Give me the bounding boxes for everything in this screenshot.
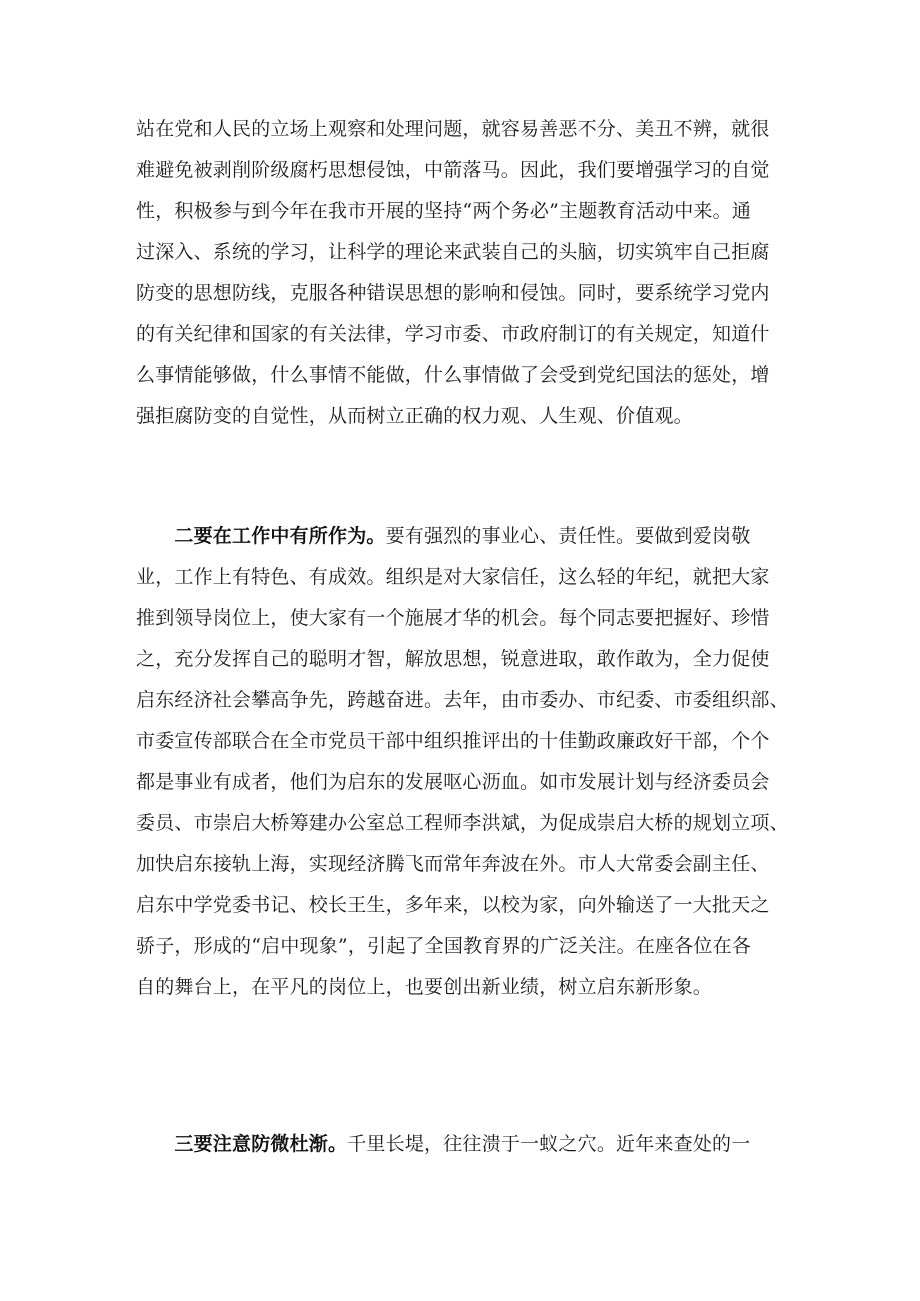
text-line: 么事情能够做，什么事情不能做，什么事情做了会受到党纪国法的惩处，增 (136, 364, 770, 386)
paragraph-heading: 三要注意防微杜渐。 (174, 1133, 348, 1155)
paragraph-1 (136, 109, 796, 437)
text-line: 业，工作上有特色、有成效。组织是对大家信任，这么轻的年纪，就把大家 (136, 566, 770, 588)
paragraph-2 (136, 516, 796, 1008)
text-line: 防变的思想防线，克服各种错误思想的影响和侵蚀。同时，要系统学习党内 (136, 282, 770, 304)
text-line: 性，积极参与到今年在我市开展的坚持“两个务必”主题教育活动中来。通 (136, 200, 752, 222)
text-line: 都是事业有成者，他们为启东的发展呕心沥血。如市发展计划与经济委员会 (136, 771, 770, 793)
text-line: 加快启东接轨上海，实现经济腾飞而常年奔波在外。市人大常委会副主任、 (136, 853, 770, 875)
text-line: 自的舞台上，在平凡的岗位上，也要创出新业绩，树立启东新形象。 (136, 976, 713, 998)
text-line: 站在党和人民的立场上观察和处理问题，就容易善恶不分、美丑不辨，就很 (136, 118, 770, 140)
paragraph-3 (136, 1124, 796, 1165)
text-line: 骄子，形成的“启中现象”，引起了全国教育界的广泛关注。在座各位在各 (136, 935, 752, 957)
text-line: 委员、市崇启大桥筹建办公室总工程师李洪斌，为促成崇启大桥的规划立项、 (136, 812, 789, 834)
text-line: 之，充分发挥自己的聪明才智，解放思想，锐意进取，敢作敢为，全力促使 (136, 648, 770, 670)
text-line (136, 1124, 796, 1165)
text-line: 过深入、系统的学习，让科学的理论来武装自己的头脑，切实筑牢自己拒腐 (136, 241, 770, 263)
text-line: 推到领导岗位上，使大家有一个施展才华的机会。每个同志要把握好、珍惜 (136, 607, 770, 629)
text-line: 启东经济社会攀高争先，跨越奋进。去年，由市委办、市纪委、市委组织部、 (136, 689, 789, 711)
text-line: 启东中学党委书记、校长王生，多年来，以校为家，向外输送了一大批天之 (136, 894, 770, 916)
paragraph-text: 千里长堤，往往溃于一蚁之穴。近年来查处的一 (347, 1133, 751, 1155)
text-line: 的有关纪律和国家的有关法律，学习市委、市政府制订的有关规定，知道什 (136, 323, 770, 345)
text-line (136, 516, 796, 557)
text-line: 难避免被剥削阶级腐朽思想侵蚀，中箭落马。因此，我们要增强学习的自觉 (136, 159, 770, 181)
paragraph-text: 要有强烈的事业心、责任性。要做到爱岗敬 (385, 525, 751, 547)
text-line: 市委宣传部联合在全市党员干部中组织推评出的十佳勤政廉政好干部，个个 (136, 730, 770, 752)
paragraph-heading: 二要在工作中有所作为。 (174, 525, 386, 547)
text-line: 强拒腐防变的自觉性，从而树立正确的权力观、人生观、价值观。 (136, 405, 693, 427)
